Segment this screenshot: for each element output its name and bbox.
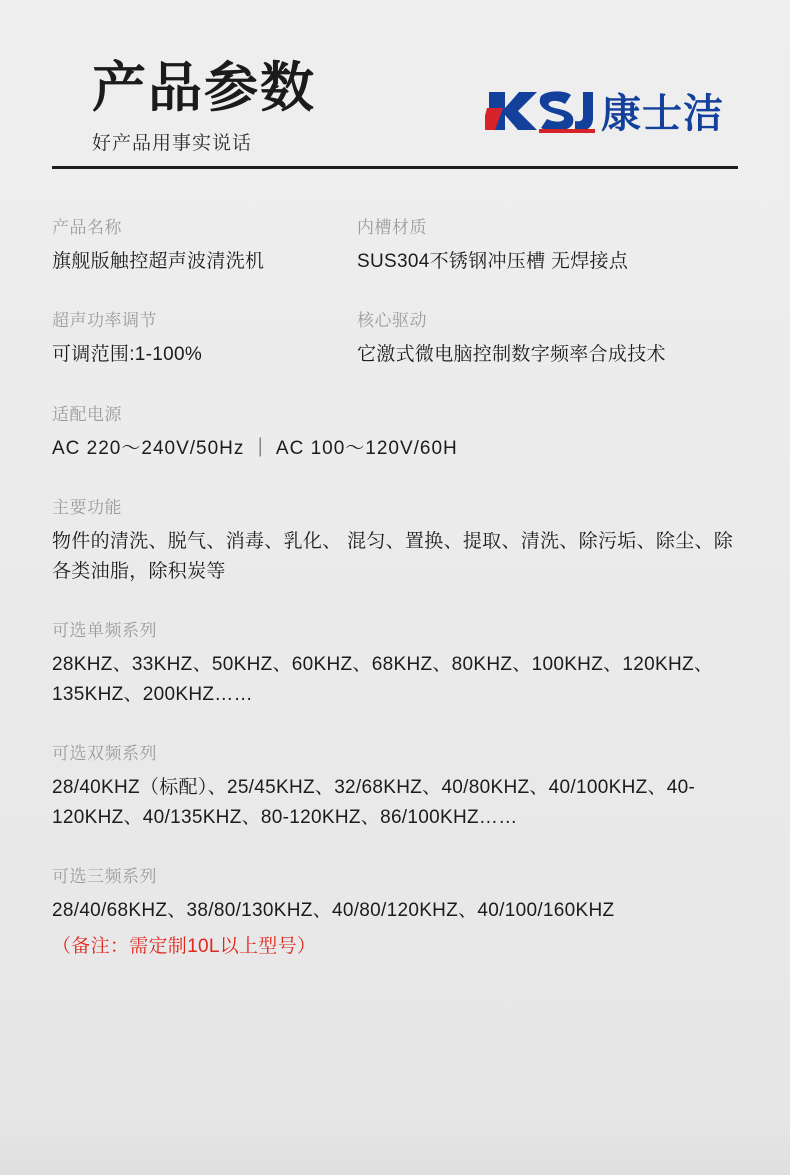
spec-item-single-frequency [52,616,738,709]
spec-value: 它激式微电脑控制数字频率合成技术 [357,344,666,366]
spec-content [52,169,738,958]
spec-row [52,616,738,709]
spec-label: 核心驱动 [357,311,427,331]
page-title: 产品参数 [92,58,316,118]
spec-label: 内槽材质 [357,218,427,237]
spec-row [52,306,738,369]
spec-note: （备注：需定制10L以上型号） [52,936,317,958]
spec-label: 超声功率调节 [52,311,157,331]
spec-label: 适配电源 [52,404,122,424]
spec-item-main-functions [52,493,738,586]
spec-value: 28/40KHZ（标配）、25/45KHZ、32/68KHZ、40/80KHZ、40/100KHZ、40-120KHZ、40/135KHZ、80-120KHZ、86/100KHZ…… [52,777,696,828]
page-header [52,0,738,155]
spec-row [52,400,738,463]
spec-item-tank-material [357,213,738,276]
spec-row [52,739,738,832]
title-block [92,58,316,155]
spec-value: 旗舰版触控超声波清洗机 [52,251,265,272]
ksj-logo-icon [485,88,597,134]
spec-label: 主要功能 [52,498,122,518]
bottom-gradient [0,1115,790,1175]
spec-value: AC 220～240V/50Hz ｜ AC 100～120V/60H [52,437,458,459]
spec-value: SUS304不锈钢冲压槽 无焊接点 [357,251,629,272]
spec-row [52,862,738,958]
spec-row [52,493,738,586]
logo-brand-text: 康士洁 [601,91,724,137]
spec-value: 物件的清洗、脱气、消毒、乳化、 混匀、置换、提取、清洗、除污垢、除尘、除各类油脂，除积炭等 [52,531,734,582]
spec-value: 28KHZ、33KHZ、50KHZ、60KHZ、68KHZ、80KHZ、100KHZ、120KHZ、135KHZ、200KHZ…… [52,654,714,705]
spec-label: 产品名称 [52,218,122,237]
spec-item-triple-frequency [52,862,738,958]
spec-item-product-name [52,213,357,276]
spec-value: 可调范围:1-100% [52,344,203,366]
spec-item-power-supply [52,400,738,463]
spec-item-power-adjust [52,306,357,369]
spec-value: 28/40/68KHZ、38/80/130KHZ、40/80/120KHZ、40/100/160KHZ [52,899,615,921]
spec-label: 可选双频系列 [52,744,157,764]
spec-row [52,213,738,276]
spec-label: 可选单频系列 [52,621,157,641]
spec-item-dual-frequency [52,739,738,832]
page-subtitle: 好产品用事实说话 [92,133,253,155]
brand-logo [485,86,724,137]
spec-label: 可选三频系列 [52,866,157,886]
spec-item-core-drive [357,306,738,369]
